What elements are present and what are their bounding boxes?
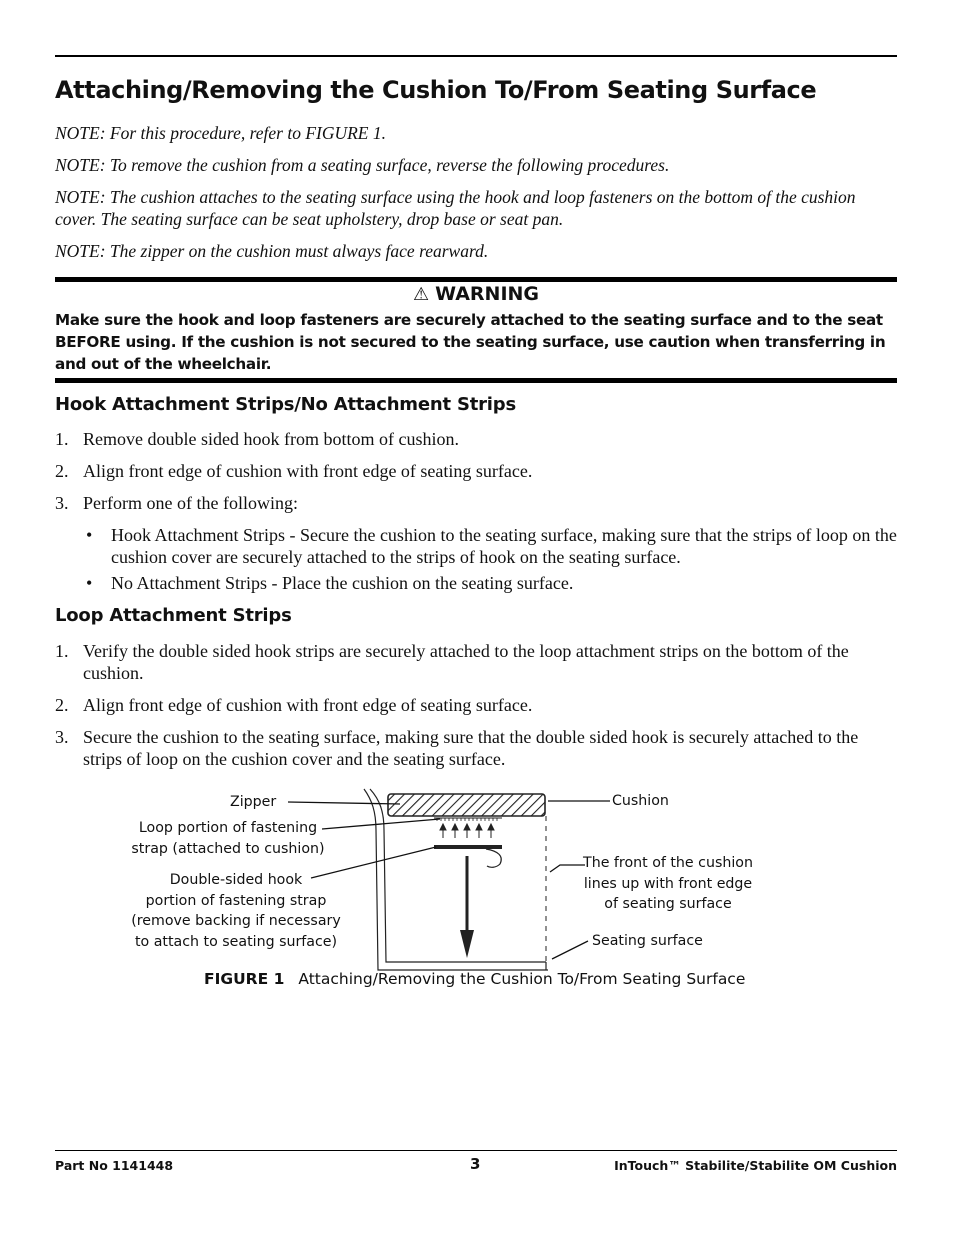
step-text: Verify the double sided hook strips are securely attached to the loop attachment strips on the bottom of the cushion. — [83, 641, 849, 683]
note-remove-cushion: NOTE: To remove the cushion from a seating surface, reverse the following procedures. — [55, 155, 670, 175]
label-front-line: of seating surface — [604, 896, 732, 912]
label-loop-portion — [118, 818, 338, 859]
label-hook-line: to attach to seating surface) — [134, 933, 338, 950]
bullet-text: No Attachment Strips - Place the cushion on the seating surface. — [111, 573, 574, 593]
step-number: 1. — [55, 641, 69, 661]
cushion-shape — [388, 794, 545, 816]
note-refer-figure: NOTE: For this procedure, refer to FIGURE 1. — [55, 123, 386, 143]
hook-backing-peel — [486, 849, 501, 867]
step-number: 3. — [55, 493, 69, 513]
step-text: Align front edge of cushion with front edge of seating surface. — [83, 695, 533, 715]
step-text: Perform one of the following: — [83, 493, 298, 513]
label-loop-line: Loop portion of fastening — [138, 820, 318, 836]
up-arrows — [440, 824, 494, 838]
warning-title-text: WARNING — [435, 283, 540, 305]
section-heading-loop-strips: Loop Attachment Strips — [55, 605, 292, 626]
step-text: Remove double sided hook from bottom of cushion. — [83, 429, 459, 449]
step-text: Align front edge of cushion with front edge of seating surface. — [83, 461, 533, 481]
label-hook-line: Double-sided hook — [169, 872, 303, 888]
label-front-line: The front of the cushion — [583, 855, 753, 871]
bullet-icon: • — [86, 525, 93, 545]
footer-part-number: Part No 1141448 — [55, 1158, 174, 1173]
bullet-text: Hook Attachment Strips - Secure the cushion to the seating surface, making sure that the strips of loop on the cushion cover are securely attached to the strips of hook on the seating surface. — [111, 525, 897, 567]
label-double-sided-hook — [126, 870, 346, 952]
warning-body: Make sure the hook and loop fasteners are securely attached to the seating surface and to the seat BEFORE using. If the cushion is not secured to the seating surface, use caution when transferring in and out of the wheelchair. — [55, 311, 886, 373]
label-hook-line: (remove backing if necessary — [131, 913, 341, 929]
step-text: Secure the cushion to the seating surface, making sure that the double sided hook is securely attached to the strips of loop on the cushion cover and the seating surface. — [83, 727, 859, 769]
step-number: 3. — [55, 727, 69, 747]
figure-caption-label: FIGURE 1 — [204, 970, 285, 988]
step-number: 1. — [55, 429, 69, 449]
label-front-of-cushion — [578, 853, 758, 915]
label-front-line: lines up with front edge — [583, 875, 753, 892]
section-heading-hook-strips: Hook Attachment Strips/No Attachment Strips — [55, 394, 516, 415]
footer-product-name: InTouch™ Stabilite/Stabilite OM Cushion — [614, 1158, 897, 1173]
bullet-icon: • — [86, 573, 93, 593]
note-hook-loop: NOTE: The cushion attaches to the seating surface using the hook and loop fasteners on the bottom of the cushion cover. The seating surface can be seat upholstery, drop base or seat pan. — [55, 187, 856, 229]
figure-caption — [204, 970, 745, 988]
note-zipper: NOTE: The zipper on the cushion must always face rearward. — [55, 241, 489, 261]
figure-caption-text: Attaching/Removing the Cushion To/From Seating Surface — [298, 970, 746, 988]
footer-rule — [55, 1150, 897, 1151]
step-number: 2. — [55, 461, 69, 481]
step-number: 2. — [55, 695, 69, 715]
footer-page-number: 3 — [470, 1155, 481, 1173]
warning-triangle-icon: ⚠ — [412, 284, 430, 305]
leader-seating — [552, 941, 588, 959]
label-zipper: Zipper — [230, 794, 277, 810]
leader-zipper — [288, 802, 400, 804]
page-title: Attaching/Removing the Cushion To/From Seating Surface — [55, 76, 817, 104]
label-loop-line: strap (attached to cushion) — [131, 840, 325, 857]
label-hook-line: portion of fastening strap — [145, 892, 327, 909]
hook-strip — [434, 845, 502, 849]
label-cushion: Cushion — [612, 793, 669, 809]
leader-loop — [322, 819, 440, 829]
down-arrow-head — [460, 930, 474, 958]
label-seating-surface: Seating surface — [592, 933, 703, 949]
